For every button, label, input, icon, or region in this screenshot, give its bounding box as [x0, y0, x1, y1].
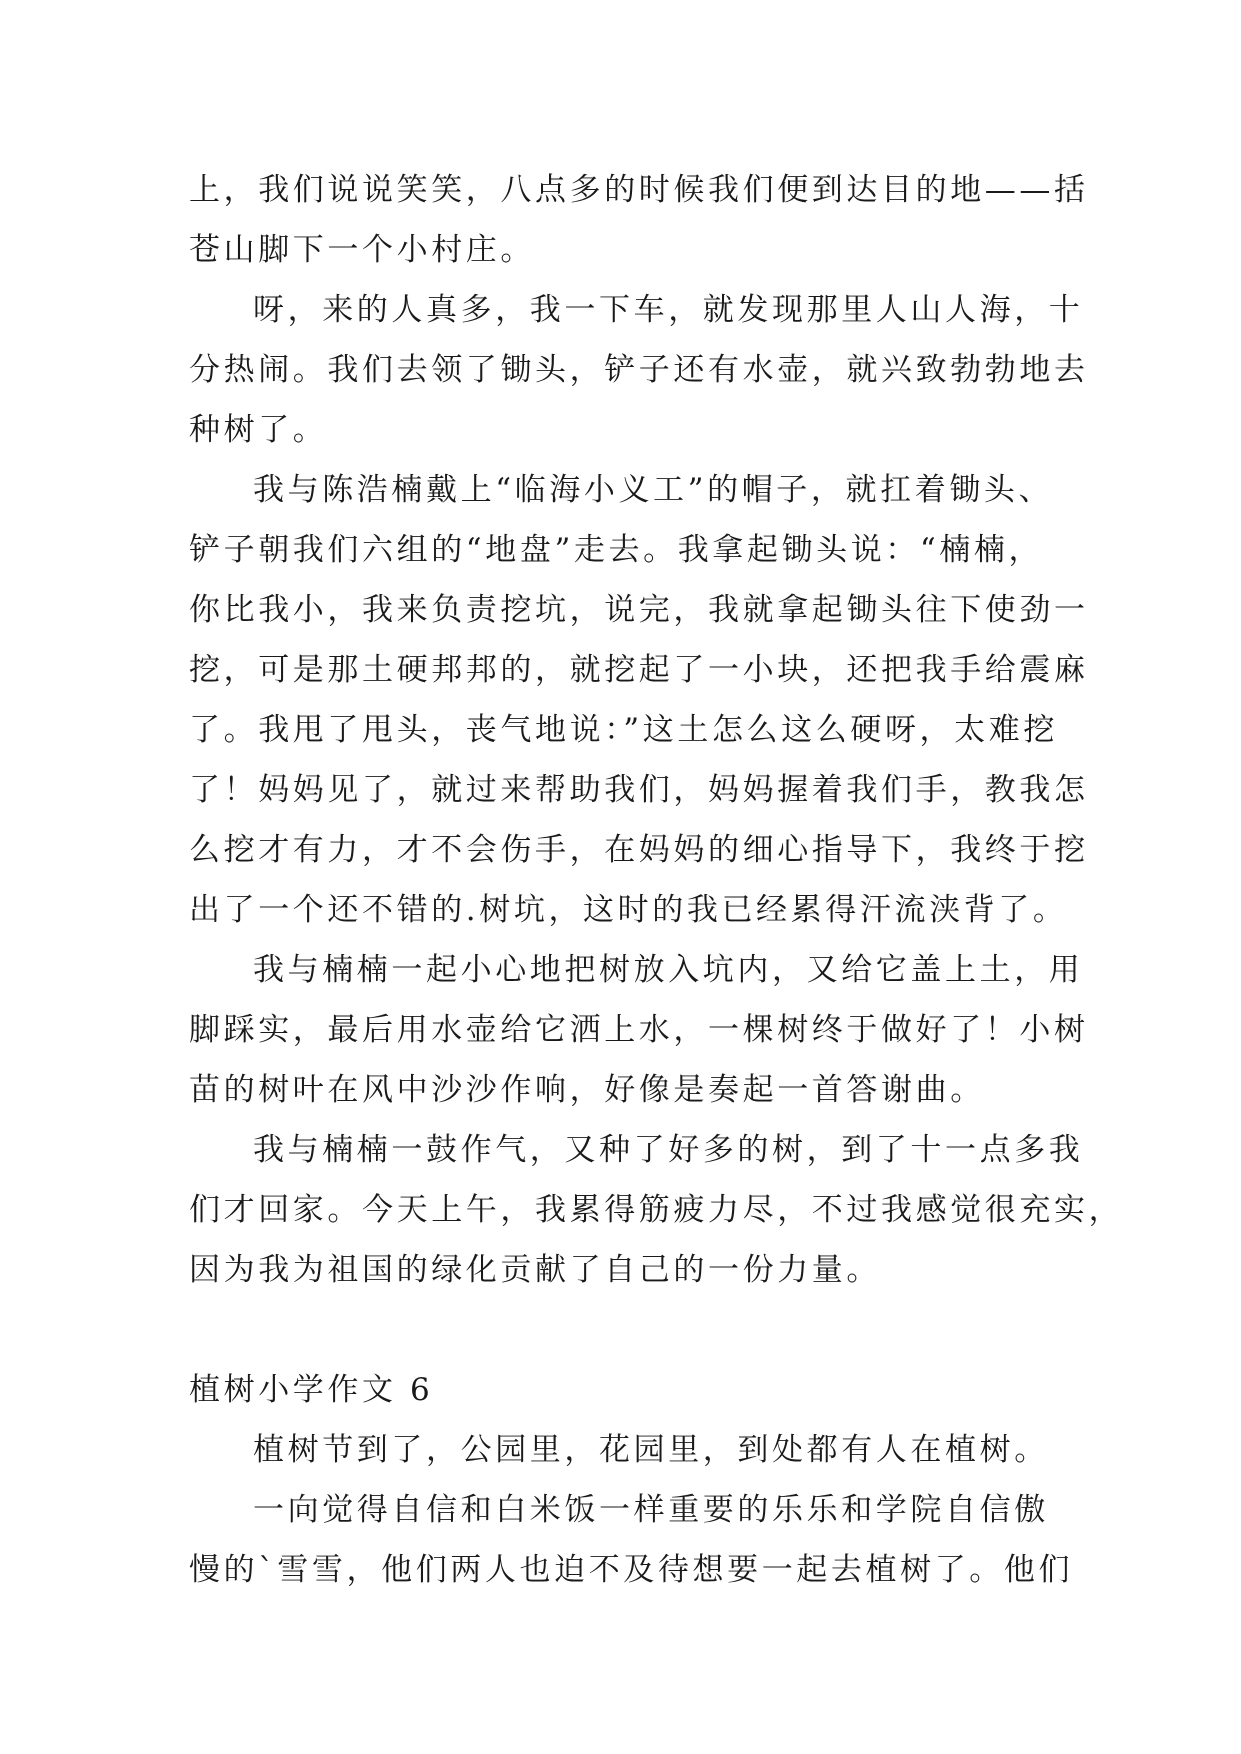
document-body [189, 160, 1124, 1600]
text-line: 么挖才有力，才不会伤手，在妈妈的细心指导下，我终于挖 [189, 832, 1089, 868]
text-line: 因为我为祖国的绿化贡献了自己的一份力量。 [189, 1252, 881, 1288]
text-line: 苗的树叶在风中沙沙作响，好像是奏起一首答谢曲。 [189, 1072, 985, 1108]
text-line: 出了一个还不错的.树坑，这时的我已经累得汗流浃背了。 [189, 892, 1068, 928]
text-line: 一向觉得自信和白米饭一样重要的乐乐和学院自信傲 [253, 1492, 1049, 1528]
text-line: 了！妈妈见了，就过来帮助我们，妈妈握着我们手，教我怎 [189, 772, 1089, 808]
paragraph-gap [189, 1300, 1059, 1360]
text-line: 上，我们说说笑笑，八点多的时候我们便到达目的地——括 [189, 172, 1089, 208]
text-line: 呀，来的人真多，我一下车，就发现那里人山人海，十 [253, 292, 1084, 328]
text-line: 慢的`雪雪，他们两人也迫不及待想要一起去植树了。他们 [189, 1552, 1074, 1588]
text-line: 我与楠楠一起小心地把树放入坑内，又给它盖上土，用 [253, 952, 1084, 988]
text-line: 脚踩实，最后用水壶给它洒上水，一棵树终于做好了！小树 [189, 1012, 1089, 1048]
text-line: 们才回家。今天上午，我累得筋疲力尽，不过我感觉很充实， [189, 1192, 1124, 1228]
text-line: 你比我小，我来负责挖坑，说完，我就拿起锄头往下使劲一 [189, 592, 1089, 628]
text-line: 挖，可是那土硬邦邦的，就挖起了一小块，还把我手给震麻 [189, 652, 1089, 688]
section-heading: 植树小学作文 6 [189, 1372, 434, 1408]
text-line: 苍山脚下一个小村庄。 [189, 232, 535, 268]
text-line: 了。我甩了甩头，丧气地说：”这土怎么这么硬呀，太难挖 [189, 712, 1058, 748]
text-line: 我与楠楠一鼓作气，又种了好多的树，到了十一点多我 [253, 1132, 1084, 1168]
text-line: 分热闹。我们去领了锄头，铲子还有水壶，就兴致勃勃地去 [189, 352, 1089, 388]
text-line: 植树节到了，公园里，花园里，到处都有人在植树。 [253, 1432, 1049, 1468]
text-line: 种树了。 [189, 412, 328, 448]
text-line: 铲子朝我们六组的“地盘”走去。我拿起锄头说：“楠楠， [189, 532, 1044, 568]
text-line: 我与陈浩楠戴上“临海小义工”的帽子，就扛着锄头、 [253, 472, 1054, 508]
